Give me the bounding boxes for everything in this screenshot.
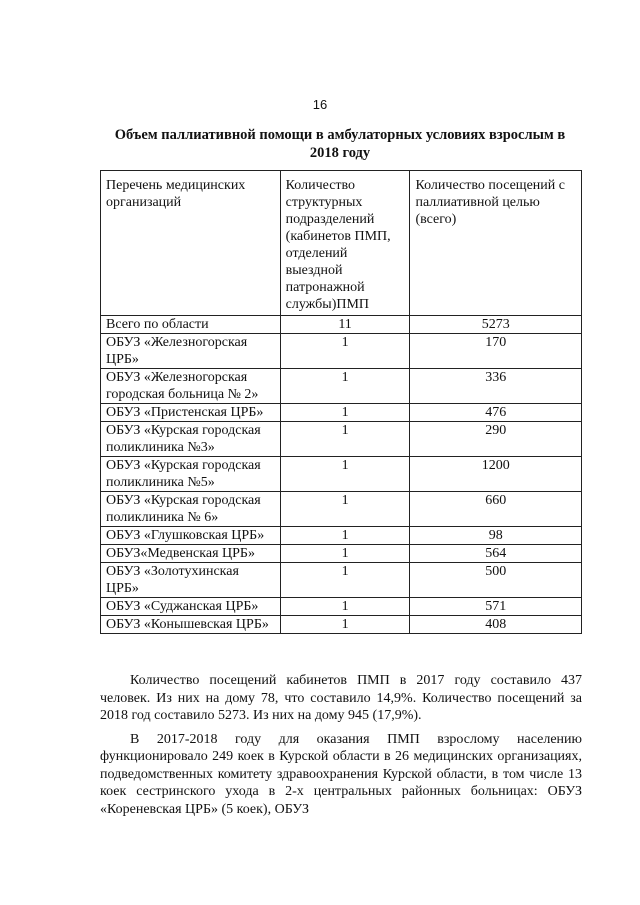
cell-units: 1 xyxy=(280,598,410,616)
cell-organization: ОБУЗ«Медвенская ЦРБ» xyxy=(101,545,281,563)
cell-organization: ОБУЗ «Курская городская поликлиника № 6» xyxy=(101,492,281,527)
cell-units: 1 xyxy=(280,527,410,545)
cell-organization: Всего по области xyxy=(101,316,281,334)
table-row xyxy=(101,492,582,527)
cell-units: 1 xyxy=(280,545,410,563)
table-row xyxy=(101,598,582,616)
paragraph: В 2017-2018 году для оказания ПМП взрослому населению функционировало 249 коек в Курской области в 26 медицинских организациях, подведомственных комитету здравоохранения Курской области, в том числе 13 коек сестринского ухода в 2-х центральных районных больницах: ОБУЗ «Кореневская ЦРБ» (5 коек), ОБУЗ xyxy=(100,731,582,817)
cell-organization: ОБУЗ «Курская городская поликлиника №5» xyxy=(101,457,281,492)
body-text xyxy=(100,672,582,824)
cell-organization: ОБУЗ «Конышевская ЦРБ» xyxy=(101,616,281,634)
cell-visits: 170 xyxy=(410,334,582,369)
page-number: 16 xyxy=(312,97,328,112)
cell-organization: ОБУЗ «Глушковская ЦРБ» xyxy=(101,527,281,545)
table-row xyxy=(101,527,582,545)
table-row xyxy=(101,316,582,334)
cell-units: 1 xyxy=(280,369,410,404)
header-visits: Количество посещений с паллиативной целью (всего) xyxy=(410,171,582,316)
header-units: Количество структурных подразделений (кабинетов ПМП, отделений выездной патронажной службы)ПМП xyxy=(280,171,410,316)
cell-units: 1 xyxy=(280,404,410,422)
header-organizations: Перечень медицинских организаций xyxy=(101,171,281,316)
table-header xyxy=(101,171,582,316)
table-row xyxy=(101,334,582,369)
cell-units: 1 xyxy=(280,616,410,634)
cell-units: 1 xyxy=(280,563,410,598)
table-row xyxy=(101,616,582,634)
cell-units: 1 xyxy=(280,422,410,457)
cell-visits: 98 xyxy=(410,527,582,545)
cell-visits: 336 xyxy=(410,369,582,404)
cell-units: 1 xyxy=(280,457,410,492)
table-row xyxy=(101,545,582,563)
paragraph: Количество посещений кабинетов ПМП в 2017 году составило 437 человек. Из них на дому 78, что составило 14,9%. Количество посещений за 2018 год составило 5273. Из них на дому 945 (17,9%). xyxy=(100,673,582,723)
cell-organization: ОБУЗ «Золотухинская ЦРБ» xyxy=(101,563,281,598)
cell-visits: 571 xyxy=(410,598,582,616)
cell-visits: 5273 xyxy=(410,316,582,334)
table-row xyxy=(101,563,582,598)
cell-visits: 500 xyxy=(410,563,582,598)
cell-organization: ОБУЗ «Железногорская городская больница № 2» xyxy=(101,369,281,404)
cell-organization: ОБУЗ «Железногорская ЦРБ» xyxy=(101,334,281,369)
cell-visits: 476 xyxy=(410,404,582,422)
cell-organization: ОБУЗ «Суджанская ЦРБ» xyxy=(101,598,281,616)
cell-units: 1 xyxy=(280,334,410,369)
cell-organization: ОБУЗ «Пристенская ЦРБ» xyxy=(101,404,281,422)
table-body xyxy=(101,316,582,634)
cell-visits: 564 xyxy=(410,545,582,563)
cell-visits: 290 xyxy=(410,422,582,457)
table-row xyxy=(101,422,582,457)
cell-visits: 408 xyxy=(410,616,582,634)
cell-organization: ОБУЗ «Курская городская поликлиника №3» xyxy=(101,422,281,457)
cell-units: 11 xyxy=(280,316,410,334)
table-row xyxy=(101,457,582,492)
cell-visits: 660 xyxy=(410,492,582,527)
table-row xyxy=(101,404,582,422)
cell-visits: 1200 xyxy=(410,457,582,492)
cell-units: 1 xyxy=(280,492,410,527)
document-title: Объем паллиативной помощи в амбулаторных условиях взрослым в 2018 году xyxy=(114,127,566,161)
palliative-care-table xyxy=(100,170,582,634)
table-row xyxy=(101,369,582,404)
